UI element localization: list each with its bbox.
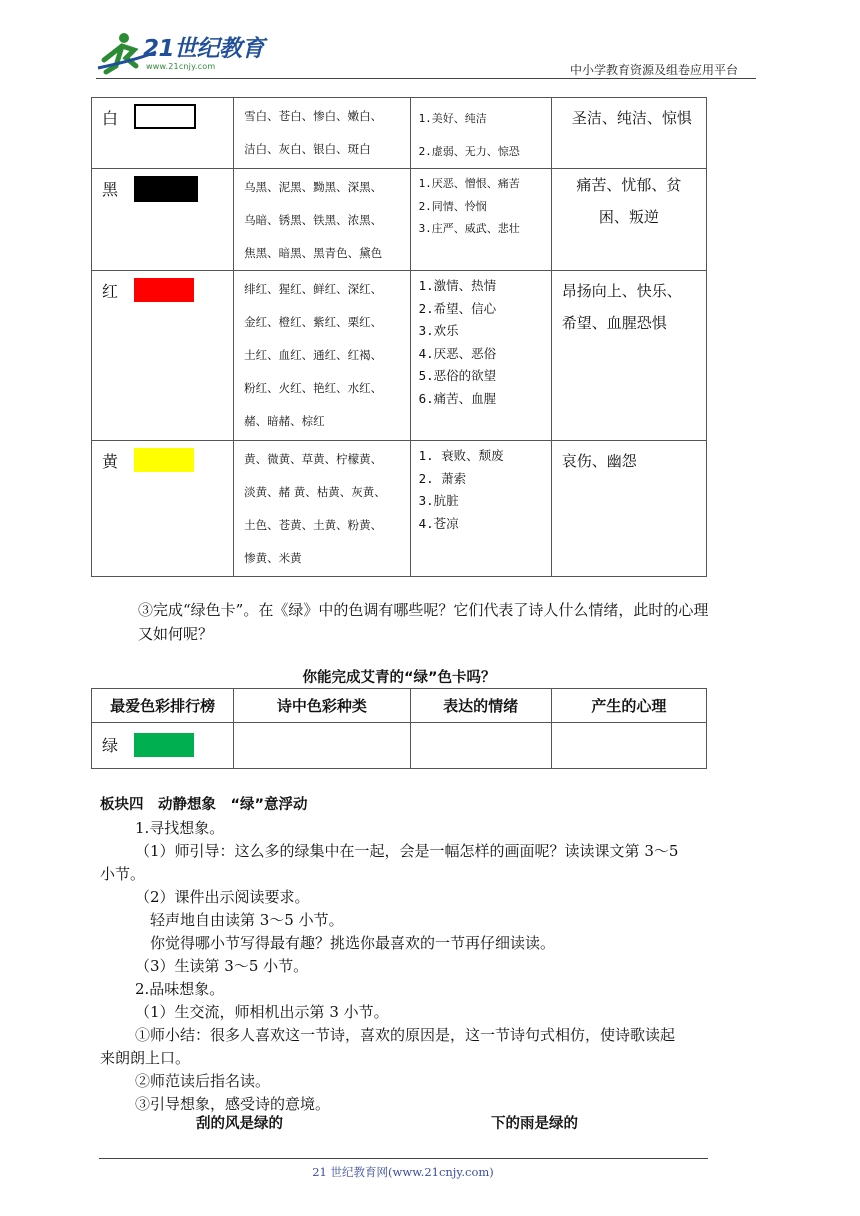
color-name: 绿 [102, 736, 119, 755]
color-words-line: 雪白、苍白、惨白、嫩白、 [244, 109, 383, 123]
color-words-line: 粉红、火红、艳红、水红、 [244, 381, 383, 395]
logo-url: www.21cnjy.com [146, 62, 216, 71]
footer-divider [99, 1158, 708, 1159]
color-name: 黄 [102, 452, 119, 471]
table-row [92, 723, 707, 769]
table-row [92, 169, 707, 271]
meaning-line: 3.欢乐 [418, 323, 459, 338]
empty-answer-cell[interactable] [410, 723, 551, 769]
psychology-cell: 哀伤、幽怨 [551, 441, 706, 577]
header-cell: 诗中色彩种类 [234, 689, 410, 723]
body-line: （3）生读第 3～5 小节。 [135, 957, 309, 975]
psychology-cell: 痛苦、忧郁、贫困、叛逆 [551, 169, 706, 271]
logo-text: 21世纪教育 [143, 36, 265, 62]
meaning-line: 4.厌恶、恶俗 [418, 345, 497, 361]
meaning-line: 4.苍凉 [418, 515, 459, 531]
table-row [92, 98, 707, 169]
meaning-line: 6.痛苦、血腥 [418, 390, 497, 406]
color-words-line: 赭、暗赭、棕红 [244, 414, 325, 428]
empty-answer-cell[interactable] [551, 723, 706, 769]
color-words-cell [234, 169, 410, 271]
meaning-cell [410, 271, 551, 441]
body-line: ②师范读后指名读。 [135, 1072, 271, 1090]
color-words-line: 洁白、灰白、银白、斑白 [244, 142, 371, 156]
body-line: （1）师引导：这么多的绿集中在一起，会是一幅怎样的画面呢？读读课文第 3～5 [135, 842, 679, 860]
body-line: 来朗朗上口。 [100, 1049, 191, 1067]
meaning-cell [410, 98, 551, 169]
color-words-cell [234, 441, 410, 577]
black-swatch [134, 176, 198, 202]
section-title: 板块四 动静想象 “绿”意浮动 [100, 797, 308, 813]
meaning-line: 1.厌恶、憎恨、痛苦 [418, 177, 520, 190]
meaning-line: 5.恶俗的欲望 [418, 368, 497, 383]
body-line: 2.品味想象。 [135, 980, 225, 998]
color-name: 红 [102, 282, 119, 301]
table-row [92, 441, 707, 577]
platform-title: 中小学教育资源及组卷应用平台 [570, 63, 739, 77]
color-words-line: 乌暗、锈黑、铁黑、浓黑、 [244, 213, 383, 227]
white-swatch [134, 104, 196, 129]
poem-line: 下的雨是绿的 [491, 1116, 578, 1132]
color-words-line: 焦黑、暗黑、黑青色、黛色 [244, 246, 383, 260]
table-row [92, 271, 707, 441]
body-line: （2）课件出示阅读要求。 [135, 888, 310, 906]
body-line: 1.寻找想象。 [135, 819, 225, 837]
color-words-line: 淡黄、赭 黄、枯黄、灰黄、 [244, 485, 386, 499]
meaning-line: 1.激情、热情 [418, 278, 497, 293]
meaning-cell [410, 441, 551, 577]
body-line: （1）生交流，师相机出示第 3 小节。 [135, 1003, 389, 1021]
color-name: 白 [102, 109, 119, 128]
psychology-cell: 圣洁、纯洁、惊惧 [551, 98, 706, 169]
color-words-line: 土色、苍黄、土黄、粉黄、 [244, 518, 383, 532]
instruction-paragraph: ③完成“绿色卡”。在《绿》中的色调有哪些呢？它们代表了诗人什么情绪，此时的心理又如何呢？ [138, 601, 709, 643]
color-words-cell [234, 98, 410, 169]
color-words-line: 金红、橙红、紫红、栗红、 [244, 315, 383, 329]
meaning-line: 2.虚弱、无力、惊恐 [418, 145, 520, 158]
card-title: 你能完成艾青的“绿”色卡吗？ [302, 670, 496, 686]
meaning-line: 2.同情、怜悯 [418, 199, 487, 213]
yellow-swatch [134, 448, 194, 472]
color-words-line: 乌黑、泥黑、黝黑、深黑、 [244, 180, 383, 194]
header-divider [96, 78, 756, 79]
meaning-line: 1.美好、纯洁 [418, 112, 487, 125]
table-header-row [92, 689, 707, 723]
color-words-line: 惨黄、米黄 [244, 551, 302, 565]
header-cell: 表达的情绪 [410, 689, 551, 723]
color-words-line: 土红、血红、通红、红褐、 [244, 348, 383, 362]
green-card-table [91, 688, 707, 769]
color-words-cell [234, 271, 410, 441]
color-meaning-table [91, 97, 707, 577]
meaning-line: 1. 衰败、颓废 [418, 448, 504, 463]
header-cell: 产生的心理 [551, 689, 706, 723]
body-line: 小节。 [100, 865, 146, 883]
poem-line: 刮的风是绿的 [196, 1116, 283, 1132]
footer-text: 21 世纪教育网(www.21cnjy.com) [312, 1165, 494, 1179]
body-line: ③引导想象，感受诗的意境。 [135, 1095, 331, 1113]
empty-answer-cell[interactable] [234, 723, 410, 769]
page-header [0, 0, 860, 80]
color-words-line: 绯红、猩红、鲜红、深红、 [244, 282, 383, 296]
body-line: 轻声地自由读第 3～5 小节。 [150, 911, 344, 929]
meaning-line: 2. 萧索 [418, 470, 467, 486]
meaning-line: 3.庄严、威武、悲壮 [418, 222, 520, 235]
body-line: 你觉得哪小节写得最有趣？挑选你最喜欢的一节再仔细读读。 [150, 934, 556, 952]
meaning-line: 3.肮脏 [418, 493, 459, 508]
body-line: ①师小结：很多人喜欢这一节诗，喜欢的原因是，这一节诗句式相仿，使诗歌读起 [135, 1026, 676, 1044]
green-swatch [134, 733, 194, 757]
psychology-cell: 昂扬向上、快乐、希望、血腥恐惧 [551, 271, 706, 441]
meaning-line: 2.希望、信心 [418, 300, 497, 316]
color-name: 黑 [102, 180, 119, 199]
color-words-line: 黄、微黄、草黄、柠檬黄、 [244, 452, 383, 466]
red-swatch [134, 278, 194, 302]
meaning-cell [410, 169, 551, 271]
header-cell: 最爱色彩排行榜 [92, 689, 234, 723]
